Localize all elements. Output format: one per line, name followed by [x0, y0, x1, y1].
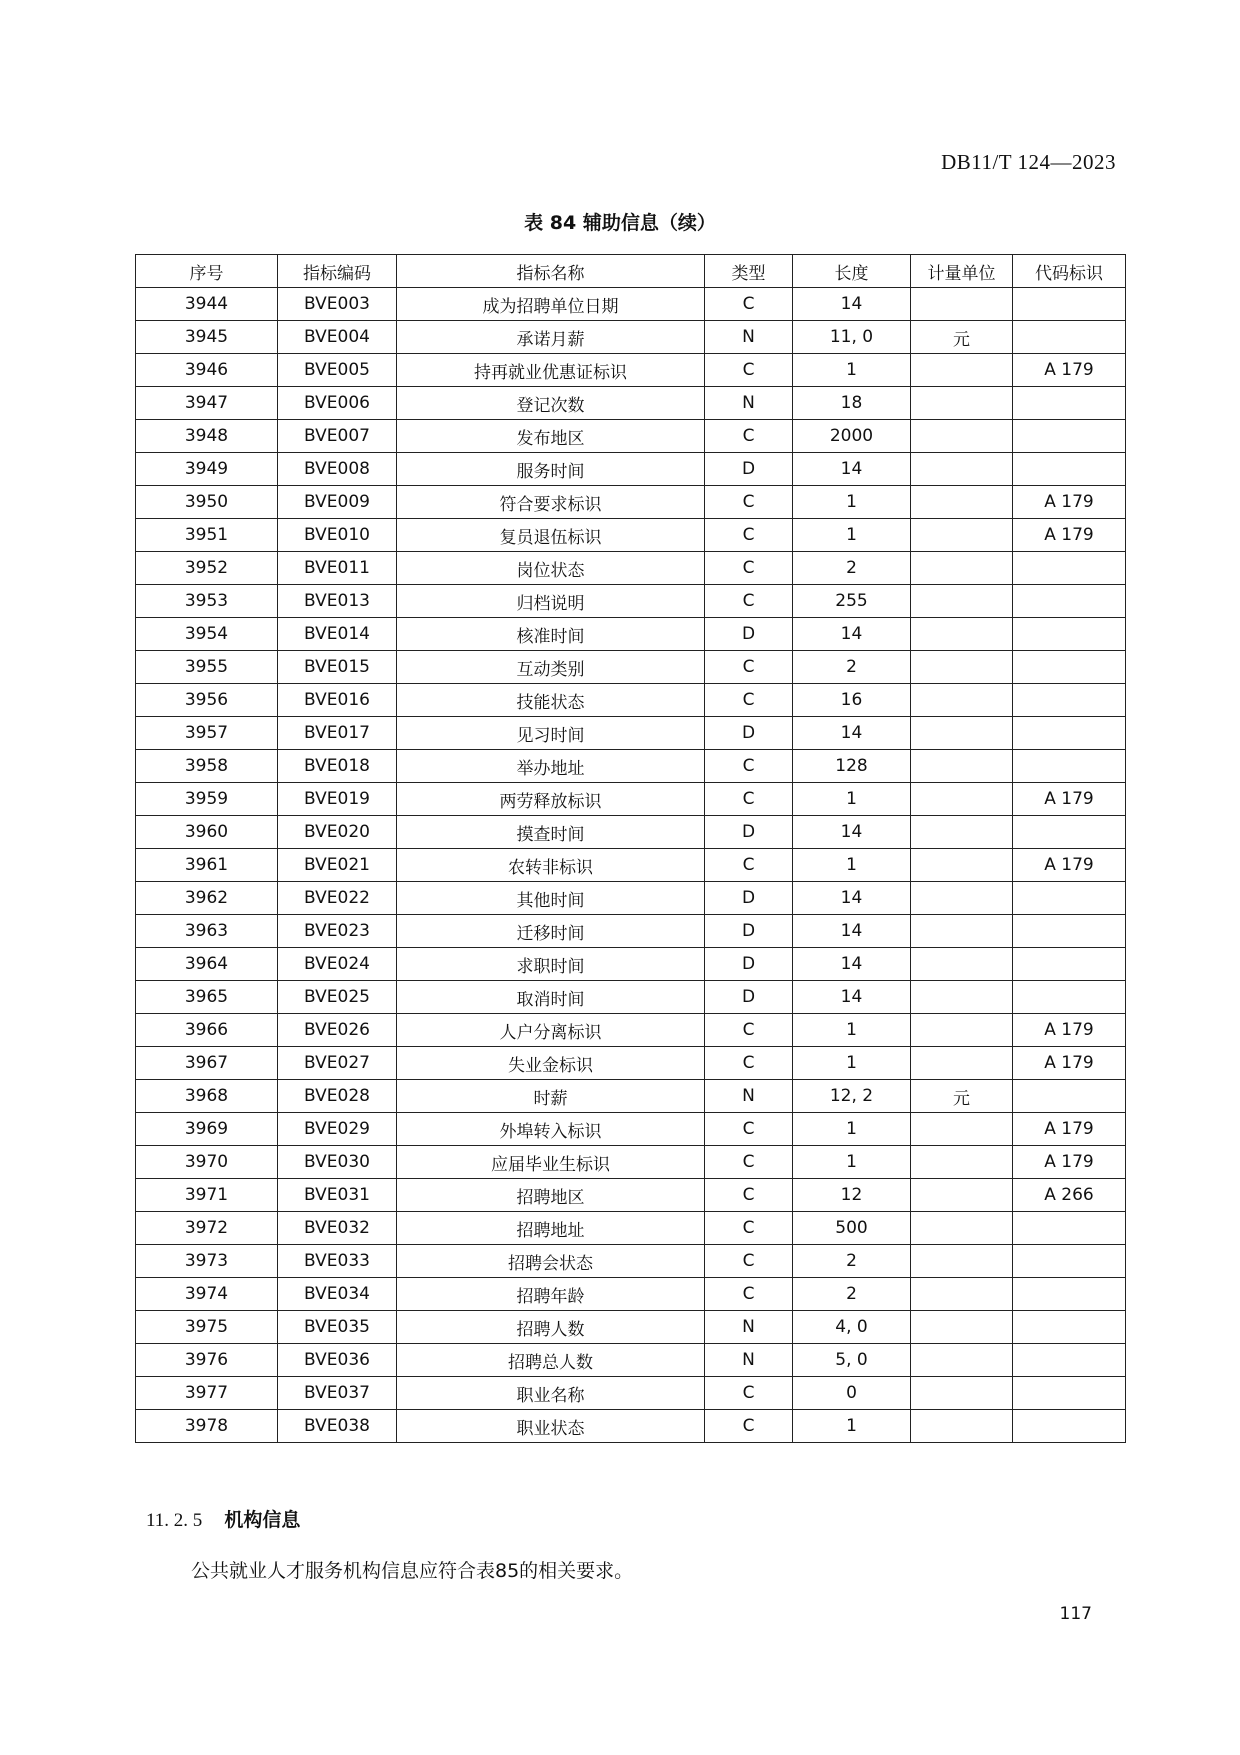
cell-unit: [911, 1113, 1013, 1146]
cell-type: N: [705, 387, 793, 420]
table-row: [136, 783, 1126, 816]
cell-code: BVE038: [278, 1410, 397, 1443]
cell-type: C: [705, 783, 793, 816]
cell-unit: [911, 882, 1013, 915]
cell-code-id: A 266: [1013, 1179, 1126, 1212]
cell-unit: [911, 618, 1013, 651]
cell-seq: 3946: [136, 354, 278, 387]
cell-seq: 3952: [136, 552, 278, 585]
table-row: [136, 684, 1126, 717]
cell-code: BVE026: [278, 1014, 397, 1047]
cell-code-id: [1013, 981, 1126, 1014]
cell-type: C: [705, 585, 793, 618]
cell-code: BVE035: [278, 1311, 397, 1344]
cell-code-id: [1013, 1212, 1126, 1245]
cell-name: 摸查时间: [397, 816, 705, 849]
cell-type: C: [705, 849, 793, 882]
cell-length: 500: [793, 1212, 911, 1245]
cell-unit: [911, 849, 1013, 882]
table-row: [136, 1179, 1126, 1212]
cell-code: BVE005: [278, 354, 397, 387]
cell-length: 2: [793, 1245, 911, 1278]
cell-code: BVE028: [278, 1080, 397, 1113]
column-header: 代码标识: [1013, 255, 1126, 288]
cell-unit: [911, 486, 1013, 519]
cell-unit: 元: [911, 321, 1013, 354]
cell-type: C: [705, 1212, 793, 1245]
cell-name: 招聘地址: [397, 1212, 705, 1245]
cell-unit: [911, 816, 1013, 849]
cell-type: C: [705, 651, 793, 684]
cell-type: D: [705, 717, 793, 750]
cell-type: C: [705, 750, 793, 783]
cell-name: 求职时间: [397, 948, 705, 981]
cell-type: C: [705, 1245, 793, 1278]
cell-name: 承诺月薪: [397, 321, 705, 354]
cell-code-id: A 179: [1013, 354, 1126, 387]
cell-name: 外埠转入标识: [397, 1113, 705, 1146]
cell-code-id: A 179: [1013, 486, 1126, 519]
table-row: [136, 1080, 1126, 1113]
cell-length: 1: [793, 1146, 911, 1179]
cell-code: BVE033: [278, 1245, 397, 1278]
cell-code-id: A 179: [1013, 1014, 1126, 1047]
cell-length: 1: [793, 1047, 911, 1080]
cell-code-id: [1013, 1278, 1126, 1311]
table-row: [136, 948, 1126, 981]
cell-name: 时薪: [397, 1080, 705, 1113]
document-code: DB11/T 124—2023: [941, 150, 1116, 174]
cell-code-id: [1013, 453, 1126, 486]
cell-code: BVE020: [278, 816, 397, 849]
cell-type: N: [705, 1311, 793, 1344]
cell-code-id: [1013, 552, 1126, 585]
cell-type: D: [705, 618, 793, 651]
cell-seq: 3976: [136, 1344, 278, 1377]
cell-code-id: [1013, 288, 1126, 321]
cell-length: 2: [793, 651, 911, 684]
cell-seq: 3971: [136, 1179, 278, 1212]
cell-name: 农转非标识: [397, 849, 705, 882]
cell-seq: 3968: [136, 1080, 278, 1113]
cell-code-id: A 179: [1013, 783, 1126, 816]
cell-length: 2: [793, 1278, 911, 1311]
cell-code: BVE010: [278, 519, 397, 552]
cell-code: BVE006: [278, 387, 397, 420]
table-row: [136, 354, 1126, 387]
cell-length: 2: [793, 552, 911, 585]
cell-unit: [911, 453, 1013, 486]
cell-type: C: [705, 1113, 793, 1146]
cell-code-id: [1013, 585, 1126, 618]
cell-unit: [911, 1344, 1013, 1377]
cell-length: 1: [793, 1410, 911, 1443]
cell-seq: 3962: [136, 882, 278, 915]
section-body-text: 公共就业人才服务机构信息应符合表85的相关要求。: [191, 1560, 634, 1582]
table-row: [136, 717, 1126, 750]
cell-unit: [911, 1014, 1013, 1047]
cell-code: BVE008: [278, 453, 397, 486]
cell-name: 其他时间: [397, 882, 705, 915]
cell-code: BVE011: [278, 552, 397, 585]
cell-code: BVE021: [278, 849, 397, 882]
cell-code: BVE004: [278, 321, 397, 354]
cell-code-id: [1013, 321, 1126, 354]
cell-code-id: A 179: [1013, 1113, 1126, 1146]
cell-length: 12: [793, 1179, 911, 1212]
cell-seq: 3954: [136, 618, 278, 651]
table-row: [136, 486, 1126, 519]
cell-name: 招聘总人数: [397, 1344, 705, 1377]
cell-length: 14: [793, 618, 911, 651]
table-row: [136, 651, 1126, 684]
cell-code-id: A 179: [1013, 1047, 1126, 1080]
column-header: 类型: [705, 255, 793, 288]
cell-type: C: [705, 519, 793, 552]
cell-unit: [911, 717, 1013, 750]
cell-length: 1: [793, 783, 911, 816]
cell-length: 1: [793, 486, 911, 519]
cell-seq: 3961: [136, 849, 278, 882]
cell-name: 发布地区: [397, 420, 705, 453]
cell-unit: [911, 585, 1013, 618]
cell-code: BVE024: [278, 948, 397, 981]
page-number: 117: [1059, 1604, 1092, 1624]
cell-seq: 3951: [136, 519, 278, 552]
cell-seq: 3965: [136, 981, 278, 1014]
cell-name: 符合要求标识: [397, 486, 705, 519]
cell-code-id: [1013, 717, 1126, 750]
table-row: [136, 1311, 1126, 1344]
cell-code: BVE036: [278, 1344, 397, 1377]
cell-name: 失业金标识: [397, 1047, 705, 1080]
cell-name: 招聘人数: [397, 1311, 705, 1344]
cell-unit: [911, 354, 1013, 387]
cell-code-id: [1013, 387, 1126, 420]
cell-code-id: [1013, 1245, 1126, 1278]
column-header: 计量单位: [911, 255, 1013, 288]
cell-length: 1: [793, 519, 911, 552]
cell-seq: 3966: [136, 1014, 278, 1047]
cell-unit: [911, 288, 1013, 321]
cell-code: BVE015: [278, 651, 397, 684]
cell-code: BVE003: [278, 288, 397, 321]
cell-seq: 3956: [136, 684, 278, 717]
cell-length: 2000: [793, 420, 911, 453]
cell-unit: [911, 519, 1013, 552]
column-header: 长度: [793, 255, 911, 288]
cell-unit: [911, 1245, 1013, 1278]
cell-type: D: [705, 948, 793, 981]
cell-name: 核准时间: [397, 618, 705, 651]
cell-type: D: [705, 453, 793, 486]
cell-name: 服务时间: [397, 453, 705, 486]
cell-length: 14: [793, 882, 911, 915]
cell-length: 18: [793, 387, 911, 420]
cell-name: 技能状态: [397, 684, 705, 717]
cell-name: 迁移时间: [397, 915, 705, 948]
table-row: [136, 1278, 1126, 1311]
section-number: 11. 2. 5: [146, 1510, 203, 1531]
cell-length: 5, 0: [793, 1344, 911, 1377]
column-header: 指标编码: [278, 255, 397, 288]
cell-type: C: [705, 486, 793, 519]
cell-length: 12, 2: [793, 1080, 911, 1113]
cell-name: 成为招聘单位日期: [397, 288, 705, 321]
indicator-table: [135, 254, 1126, 1443]
cell-code: BVE031: [278, 1179, 397, 1212]
cell-type: D: [705, 915, 793, 948]
cell-unit: [911, 420, 1013, 453]
cell-type: C: [705, 420, 793, 453]
cell-unit: [911, 1212, 1013, 1245]
table-row: [136, 1245, 1126, 1278]
cell-type: N: [705, 1344, 793, 1377]
cell-code: BVE019: [278, 783, 397, 816]
table-body: [136, 288, 1126, 1443]
cell-code-id: [1013, 915, 1126, 948]
cell-code: BVE029: [278, 1113, 397, 1146]
cell-code-id: [1013, 882, 1126, 915]
table-row: [136, 816, 1126, 849]
cell-type: D: [705, 816, 793, 849]
cell-code: BVE016: [278, 684, 397, 717]
cell-code-id: [1013, 1080, 1126, 1113]
table-row: [136, 321, 1126, 354]
table-row: [136, 1410, 1126, 1443]
cell-seq: 3973: [136, 1245, 278, 1278]
cell-length: 0: [793, 1377, 911, 1410]
table-row: [136, 420, 1126, 453]
cell-unit: [911, 1311, 1013, 1344]
table-row: [136, 1212, 1126, 1245]
cell-seq: 3960: [136, 816, 278, 849]
cell-name: 归档说明: [397, 585, 705, 618]
cell-code-id: [1013, 1311, 1126, 1344]
cell-seq: 3953: [136, 585, 278, 618]
cell-code-id: A 179: [1013, 519, 1126, 552]
cell-name: 职业状态: [397, 1410, 705, 1443]
cell-unit: [911, 1377, 1013, 1410]
cell-seq: 3949: [136, 453, 278, 486]
table-row: [136, 981, 1126, 1014]
cell-code: BVE007: [278, 420, 397, 453]
cell-unit: [911, 387, 1013, 420]
cell-type: C: [705, 288, 793, 321]
table-row: [136, 618, 1126, 651]
cell-length: 11, 0: [793, 321, 911, 354]
cell-unit: [911, 1146, 1013, 1179]
cell-name: 见习时间: [397, 717, 705, 750]
cell-name: 取消时间: [397, 981, 705, 1014]
cell-length: 1: [793, 849, 911, 882]
cell-name: 职业名称: [397, 1377, 705, 1410]
cell-seq: 3948: [136, 420, 278, 453]
table-row: [136, 1344, 1126, 1377]
cell-code: BVE034: [278, 1278, 397, 1311]
section-heading: [146, 1505, 300, 1532]
cell-type: C: [705, 1179, 793, 1212]
cell-length: 255: [793, 585, 911, 618]
cell-length: 14: [793, 816, 911, 849]
cell-code: BVE022: [278, 882, 397, 915]
cell-name: 招聘年龄: [397, 1278, 705, 1311]
cell-code: BVE018: [278, 750, 397, 783]
cell-seq: 3977: [136, 1377, 278, 1410]
cell-code-id: [1013, 948, 1126, 981]
table-title: 表 84 辅助信息（续）: [524, 212, 716, 234]
cell-name: 两劳释放标识: [397, 783, 705, 816]
cell-type: C: [705, 552, 793, 585]
cell-name: 岗位状态: [397, 552, 705, 585]
cell-name: 人户分离标识: [397, 1014, 705, 1047]
cell-unit: [911, 1047, 1013, 1080]
cell-length: 14: [793, 717, 911, 750]
cell-seq: 3947: [136, 387, 278, 420]
cell-length: 14: [793, 453, 911, 486]
cell-unit: [911, 684, 1013, 717]
table-row: [136, 1146, 1126, 1179]
cell-unit: [911, 651, 1013, 684]
table-row: [136, 882, 1126, 915]
cell-code-id: [1013, 1377, 1126, 1410]
cell-seq: 3967: [136, 1047, 278, 1080]
cell-name: 举办地址: [397, 750, 705, 783]
cell-unit: [911, 750, 1013, 783]
cell-code: BVE037: [278, 1377, 397, 1410]
cell-length: 14: [793, 915, 911, 948]
column-header: 序号: [136, 255, 278, 288]
cell-seq: 3972: [136, 1212, 278, 1245]
table-row: [136, 519, 1126, 552]
cell-length: 1: [793, 1014, 911, 1047]
column-header: 指标名称: [397, 255, 705, 288]
cell-length: 14: [793, 288, 911, 321]
cell-length: 1: [793, 354, 911, 387]
table-row: [136, 453, 1126, 486]
cell-code: BVE032: [278, 1212, 397, 1245]
cell-name: 招聘会状态: [397, 1245, 705, 1278]
cell-type: C: [705, 1278, 793, 1311]
table-row: [136, 750, 1126, 783]
cell-code: BVE025: [278, 981, 397, 1014]
cell-unit: [911, 1179, 1013, 1212]
cell-type: C: [705, 1047, 793, 1080]
cell-seq: 3955: [136, 651, 278, 684]
table-row: [136, 1047, 1126, 1080]
cell-seq: 3969: [136, 1113, 278, 1146]
cell-seq: 3959: [136, 783, 278, 816]
cell-code: BVE030: [278, 1146, 397, 1179]
table-row: [136, 915, 1126, 948]
cell-length: 16: [793, 684, 911, 717]
cell-name: 登记次数: [397, 387, 705, 420]
cell-length: 128: [793, 750, 911, 783]
cell-length: 14: [793, 948, 911, 981]
table-row: [136, 1014, 1126, 1047]
cell-code-id: [1013, 1344, 1126, 1377]
cell-type: C: [705, 1410, 793, 1443]
cell-name: 持再就业优惠证标识: [397, 354, 705, 387]
cell-code-id: [1013, 750, 1126, 783]
cell-seq: 3964: [136, 948, 278, 981]
cell-unit: [911, 948, 1013, 981]
cell-code: BVE017: [278, 717, 397, 750]
cell-seq: 3974: [136, 1278, 278, 1311]
cell-seq: 3975: [136, 1311, 278, 1344]
table-row: [136, 585, 1126, 618]
table-row: [136, 552, 1126, 585]
section-title: 机构信息: [224, 1509, 301, 1531]
cell-code-id: [1013, 618, 1126, 651]
cell-seq: 3958: [136, 750, 278, 783]
table-row: [136, 387, 1126, 420]
cell-length: 1: [793, 1113, 911, 1146]
cell-unit: [911, 915, 1013, 948]
cell-code-id: [1013, 684, 1126, 717]
cell-type: D: [705, 981, 793, 1014]
cell-code-id: [1013, 816, 1126, 849]
cell-length: 14: [793, 981, 911, 1014]
cell-code-id: [1013, 651, 1126, 684]
cell-name: 互动类别: [397, 651, 705, 684]
cell-type: N: [705, 1080, 793, 1113]
cell-name: 复员退伍标识: [397, 519, 705, 552]
cell-unit: [911, 981, 1013, 1014]
cell-code: BVE014: [278, 618, 397, 651]
cell-code-id: A 179: [1013, 1146, 1126, 1179]
table-header-row: [136, 255, 1126, 288]
cell-unit: [911, 1410, 1013, 1443]
cell-unit: 元: [911, 1080, 1013, 1113]
cell-seq: 3978: [136, 1410, 278, 1443]
cell-unit: [911, 783, 1013, 816]
cell-seq: 3963: [136, 915, 278, 948]
table-row: [136, 1113, 1126, 1146]
cell-seq: 3957: [136, 717, 278, 750]
cell-code-id: A 179: [1013, 849, 1126, 882]
table-row: [136, 288, 1126, 321]
cell-code-id: [1013, 1410, 1126, 1443]
cell-seq: 3970: [136, 1146, 278, 1179]
cell-length: 4, 0: [793, 1311, 911, 1344]
cell-seq: 3945: [136, 321, 278, 354]
table-row: [136, 1377, 1126, 1410]
table-row: [136, 849, 1126, 882]
cell-type: C: [705, 354, 793, 387]
cell-type: D: [705, 882, 793, 915]
cell-type: N: [705, 321, 793, 354]
cell-code: BVE023: [278, 915, 397, 948]
cell-unit: [911, 1278, 1013, 1311]
cell-code: BVE013: [278, 585, 397, 618]
cell-type: C: [705, 1146, 793, 1179]
cell-unit: [911, 552, 1013, 585]
cell-name: 招聘地区: [397, 1179, 705, 1212]
cell-seq: 3950: [136, 486, 278, 519]
cell-code: BVE027: [278, 1047, 397, 1080]
cell-code: BVE009: [278, 486, 397, 519]
cell-type: C: [705, 684, 793, 717]
cell-code-id: [1013, 420, 1126, 453]
cell-seq: 3944: [136, 288, 278, 321]
cell-type: C: [705, 1377, 793, 1410]
cell-name: 应届毕业生标识: [397, 1146, 705, 1179]
cell-type: C: [705, 1014, 793, 1047]
